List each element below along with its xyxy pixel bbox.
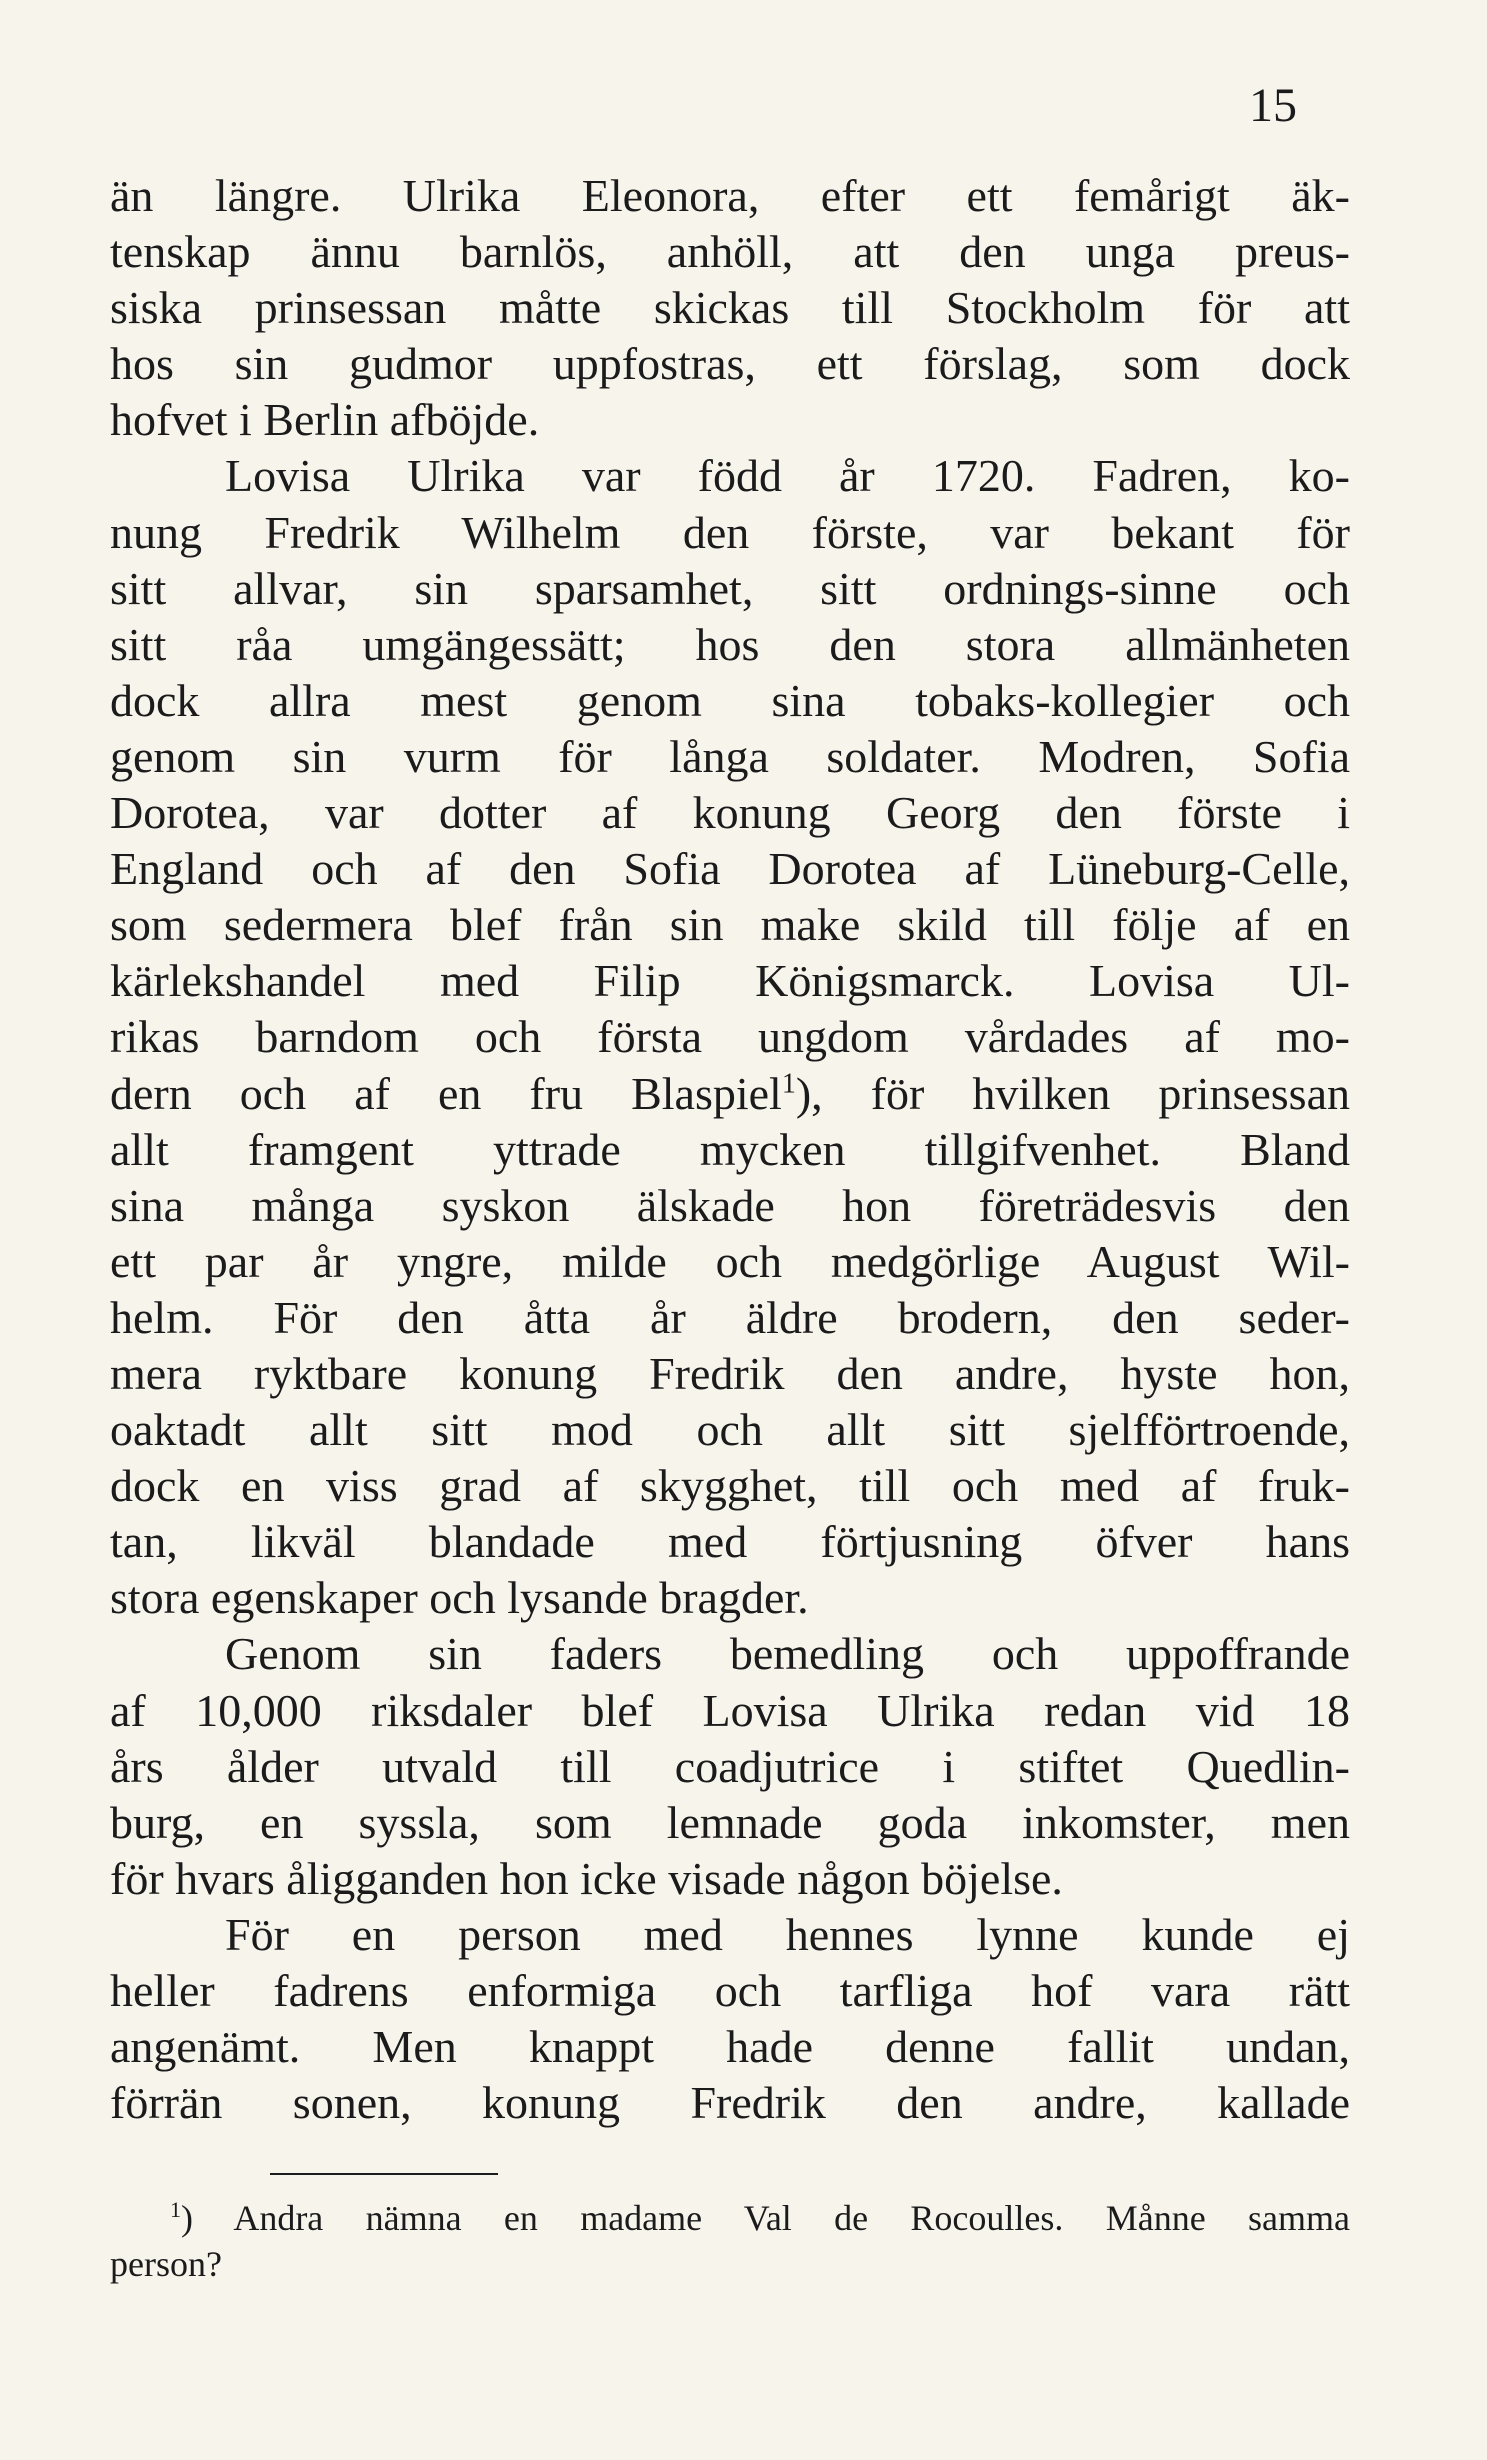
text-line: stora egenskaper och lysande bragder.: [110, 1572, 809, 1624]
footnote-line: person?: [110, 2244, 222, 2284]
text-line: dock allra mest genom sina tobaks-kollegier och: [110, 674, 1350, 726]
footnote: [110, 2195, 1350, 2287]
text-line: Genom sin faders bemedling och uppoffrande: [225, 1628, 1350, 1680]
text-line: af 10,000 riksdaler blef Lovisa Ulrika redan vid 18: [110, 1684, 1350, 1736]
text-line: sina många syskon älskade hon företrädesvis den: [110, 1179, 1350, 1231]
text-line: sitt råa umgängessätt; hos den stora allmänheten: [110, 618, 1350, 670]
text-line: England och af den Sofia Dorotea af Lüneburg-Celle,: [110, 843, 1350, 895]
footnote-reference[interactable]: 1: [781, 1068, 796, 1100]
text-line: hos sin gudmor uppfostras, ett förslag, som dock: [110, 338, 1350, 390]
text-segment: dern och af en fru Blaspiel: [110, 1067, 782, 1119]
text-line: hofvet i Berlin afböjde.: [110, 394, 540, 446]
text-line: siska prinsessan måtte skickas till Stockholm för att: [110, 282, 1350, 334]
text-segment: ), för hvilken prinsessan: [795, 1067, 1350, 1119]
text-line: genom sin vurm för långa soldater. Modren, Sofia: [110, 730, 1350, 782]
footnote-line: [110, 2195, 1350, 2241]
text-line: för hvars åligganden hon icke visade någon böjelse.: [110, 1852, 1063, 1904]
text-line: oaktadt allt sitt mod och allt sitt sjelfförtroende,: [110, 1404, 1350, 1456]
text-line: allt framgent yttrade mycken tillgifvenhet. Bland: [110, 1123, 1350, 1175]
text-line: förrän sonen, konung Fredrik den andre, kallade: [110, 2077, 1350, 2129]
text-line: tan, likväl blandade med förtjusning öfver hans: [110, 1516, 1350, 1568]
body-text: [110, 168, 1350, 2131]
text-line: ett par år yngre, milde och medgörlige August Wil-: [110, 1235, 1350, 1287]
text-line: än längre. Ulrika Eleonora, efter ett femårigt äk-: [110, 170, 1350, 221]
text-line: kärlekshandel med Filip Königsmarck. Lovisa Ul-: [110, 955, 1350, 1007]
text-line: heller fadrens enformiga och tarfliga hof vara rätt: [110, 1965, 1350, 2016]
text-line: sitt allvar, sin sparsamhet, sitt ordnings-sinne och: [110, 562, 1350, 614]
text-line: angenämt. Men knappt hade denne fallit undan,: [110, 2021, 1350, 2073]
page-number: 15: [1249, 79, 1297, 132]
text-line: som sedermera blef från sin make skild till följe af en: [110, 899, 1350, 951]
footnote-mark: 1: [170, 2197, 181, 2222]
footnote-text: ) Andra nämna en madame Val de Rocoulles. Månne samma: [181, 2198, 1350, 2238]
footnote-divider: [270, 2173, 498, 2175]
text-line: nung Fredrik Wilhelm den förste, var bekant för: [110, 506, 1350, 558]
text-line: burg, en syssla, som lemnade goda inkomster, men: [110, 1796, 1350, 1848]
text-line: Lovisa Ulrika var född år 1720. Fadren, ko-: [225, 450, 1350, 502]
text-line: tenskap ännu barnlös, anhöll, att den unga preus-: [110, 226, 1350, 278]
text-line: helm. För den åtta år äldre brodern, den seder-: [110, 1291, 1350, 1343]
text-line: mera ryktbare konung Fredrik den andre, hyste hon,: [110, 1347, 1350, 1399]
text-line-with-footnote: [110, 1066, 1350, 1122]
text-line: dock en viss grad af skygghet, till och med af fruk-: [110, 1460, 1350, 1512]
text-line: rikas barndom och första ungdom vårdades af mo-: [110, 1011, 1350, 1063]
text-line: Dorotea, var dotter af konung Georg den förste i: [110, 787, 1350, 839]
text-line: För en person med hennes lynne kunde ej: [225, 1908, 1350, 1960]
text-line: års ålder utvald till coadjutrice i stiftet Quedlin-: [110, 1740, 1350, 1792]
